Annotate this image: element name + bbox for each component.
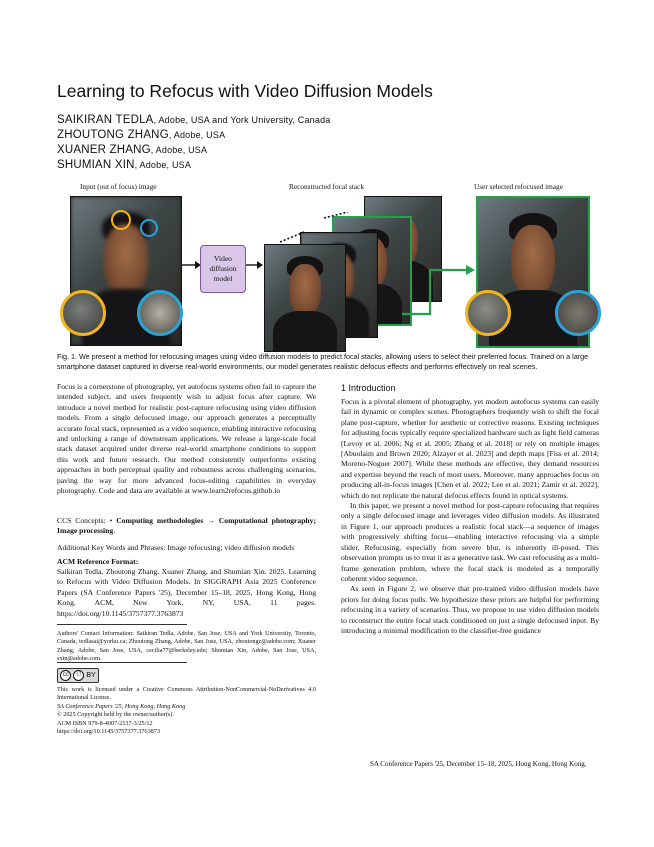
arrow-right-icon [245, 258, 265, 272]
zoom-inset-blue [555, 290, 601, 336]
zoom-inset-yellow [60, 290, 106, 336]
figure-caption: Fig. 1. We present a method for refocusing images using video diffusion models to predict focal stacks, allowing users to select their preferred focus. Trained on a large smartphone dataset captured in diverse real-world environments, our model generates realistic defocus effects and performs effectively on real scenes. [57, 352, 589, 371]
focal-stack-frame-front [264, 244, 346, 352]
figure-label-stack: Reconstructed focal stack [289, 182, 364, 191]
cc-icon: cc [60, 670, 71, 681]
author-affiliation: , Adobe, USA and York University, Canada [153, 115, 331, 125]
license-line: https://doi.org/10.1145/3757377.3763873 [57, 728, 160, 736]
intro-paragraph: Focus is a pivotal element of photography, yet modern autofocus systems can easily fail in dynamic or complex scenes. Photographers frequently wish to shift the focal plane post-capture, whether for aesthetic or corrective reasons. Existing techniques for adjusting focus typically require specialized hardware such as light field cameras [Levoy et al. 2006; Ng et al. 2005; Zhang et al. 2018] or rely on multiple images [Abuolaim and Brown 2020; Alzayer et al. 2023] and depth maps [Fiss et al. 2014; Moreno-Noguer 2007]. While these methods are effective, they demand resources and expertise beyond the reach of most users. Moreover, many approaches focus on producing all-in-focus images [Chen et al. 2022; Lee et al. 2021; Zamir et al. 2022], which do not replicate the natural defocus effects found in optical systems. [341, 397, 599, 500]
introduction-body [341, 397, 599, 636]
ccs-prefix: CCS Concepts: • [57, 516, 117, 525]
license-line: © 2025 Copyright held by the owner/author(s). [57, 711, 174, 719]
keywords: Additional Key Words and Phrases: Image refocusing; video diffusion models [57, 543, 295, 552]
author-name: SHUMIAN XIN [57, 159, 135, 171]
license-line: SA Conference Papers '25, Hong Kong, Hong Kong [57, 702, 186, 710]
divider [57, 624, 187, 625]
cc-license-badge [57, 668, 99, 683]
ccs-suffix: . [113, 526, 116, 536]
author-line [57, 114, 331, 126]
author-name: ZHOUTONG ZHANG [57, 129, 169, 141]
acm-reference: Saikiran Tedla, Zhoutong Zhang, Xuaner Zhang, and Shumian Xin. 2025. Learning to Refocus with Video Diffusion Models. In SIGGRAPH Asia 2025 Conference Papers (SA Conference Papers '25), December 15–18, 2025, Hong Kong, Hong Kong. ACM, New York, NY, USA, 11 pages. https://doi.org/10.1145/3757377.3763873 [57, 567, 316, 618]
license-line: This work is licensed under a Creative Commons Attribution-NonCommercial-NoDerivatives 4.0 International License. [57, 686, 316, 702]
license-block [57, 686, 316, 736]
focus-point-yellow [111, 210, 131, 230]
author-line [57, 144, 207, 156]
author-affiliation: , Adobe, USA [168, 130, 226, 140]
ccs-concepts [57, 516, 316, 537]
model-label-line: model [213, 274, 233, 283]
license-line: ACM ISBN 979-8-4007-2137-3/25/12 [57, 719, 153, 727]
image-face [289, 264, 321, 315]
author-affiliation: , Adobe, USA [134, 160, 192, 170]
by-icon: ⚇ [73, 670, 84, 681]
ccs-bold: Computing methodologies → Computational photography; Image processing [57, 516, 316, 536]
abstract [57, 382, 316, 496]
image-face [104, 224, 148, 295]
license-badge-label: BY [86, 672, 96, 679]
author-name: XUANER ZHANG [57, 144, 151, 156]
model-label-line: diffusion [209, 264, 237, 273]
author-affiliation: , Adobe, USA [150, 145, 208, 155]
page-footer: SA Conference Papers '25, December 15–18, 2025, Hong Kong, Hong Kong. [370, 760, 587, 768]
paper-title: Learning to Refocus with Video Diffusion Models [57, 81, 433, 101]
section-heading-introduction: 1 Introduction [341, 383, 396, 393]
video-diffusion-model-box [200, 245, 246, 293]
intro-paragraph: As seen in Figure 2, we observe that pre-trained video diffusion models have priors for doing focus pulls. We hypothesize these priors are helpful for performing refocusing in a variety of scenarios. Thus, we propose to use video diffusion models to reconstruct the entire focal stack conditioned on just a single defocused input. By introducing a minimal modification to the classifier-free guidance [341, 584, 599, 635]
intro-paragraph: In this paper, we present a novel method for post-capture refocusing that requires only a single defocused image and leverages video diffusion models. As illustrated in Figure 1, our approach produces a realistic focal stack—a sequence of images with progressively shifting focus—enabling interactive refocusing via a simple slider. Refocusing, especially from severe blur, is inherently ill-posed. This observation prompts us to treat it as a generative task. We cast refocusing as a multi-frame generation problem, where the focal stack is modeled as a temporally coherent video sequence. [341, 501, 599, 583]
image-face [511, 225, 555, 296]
model-label-line: Video [214, 254, 232, 263]
figure-label-output: User selected refocused image [474, 182, 563, 191]
zoom-inset-yellow [465, 290, 511, 336]
contact-info: Authors' Contact Information: Saikiran Tedla, Adobe, San Jose, USA and York University, Toronto, Canada, tedlasai@yorku.ca; Zhoutong Zhang, Adobe, San Jose, USA, zhoutongz@adobe.com; Xuaner Zhang, Adobe, San Jose, USA, cecilia77@berkeley.edu; Shumian Xin, Adobe, San Jose, USA, sxin@adobe.com. [57, 630, 316, 663]
figure-label-input: Input (out of focus) image [80, 182, 157, 191]
zoom-inset-blue [137, 290, 183, 336]
focus-point-blue [140, 219, 158, 237]
abstract-text: Focus is a cornerstone of photography, yet autofocus systems often fail to capture the intended subject, and users frequently wish to adjust focus after capture. We introduce a novel method for realistic post-capture refocusing using video diffusion models. From a single defocused image, our approach generates a perceptually accurate focal stack, represented as a video sequence, enabling interactive refocusing and unlocking a range of downstream applications. We release a large-scale focal stack dataset acquired under diverse real-world smartphone conditions to support this work and future research. Our method consistently outperforms existing approaches in both perceptual quality and robustness across challenging scenarios, paving the way for more advanced focus-editing capabilities in everyday photography. Code and data are available at www.learn2refocus.github.io [57, 382, 316, 496]
author-line [57, 129, 225, 141]
author-name: SAIKIRAN TEDLA [57, 114, 154, 126]
stack-dots-icon [278, 212, 378, 252]
image-body [273, 311, 337, 352]
author-line [57, 159, 191, 171]
divider [57, 662, 187, 663]
acm-ref-heading: ACM Reference Format: [57, 557, 139, 566]
arrow-right-icon [180, 258, 202, 272]
